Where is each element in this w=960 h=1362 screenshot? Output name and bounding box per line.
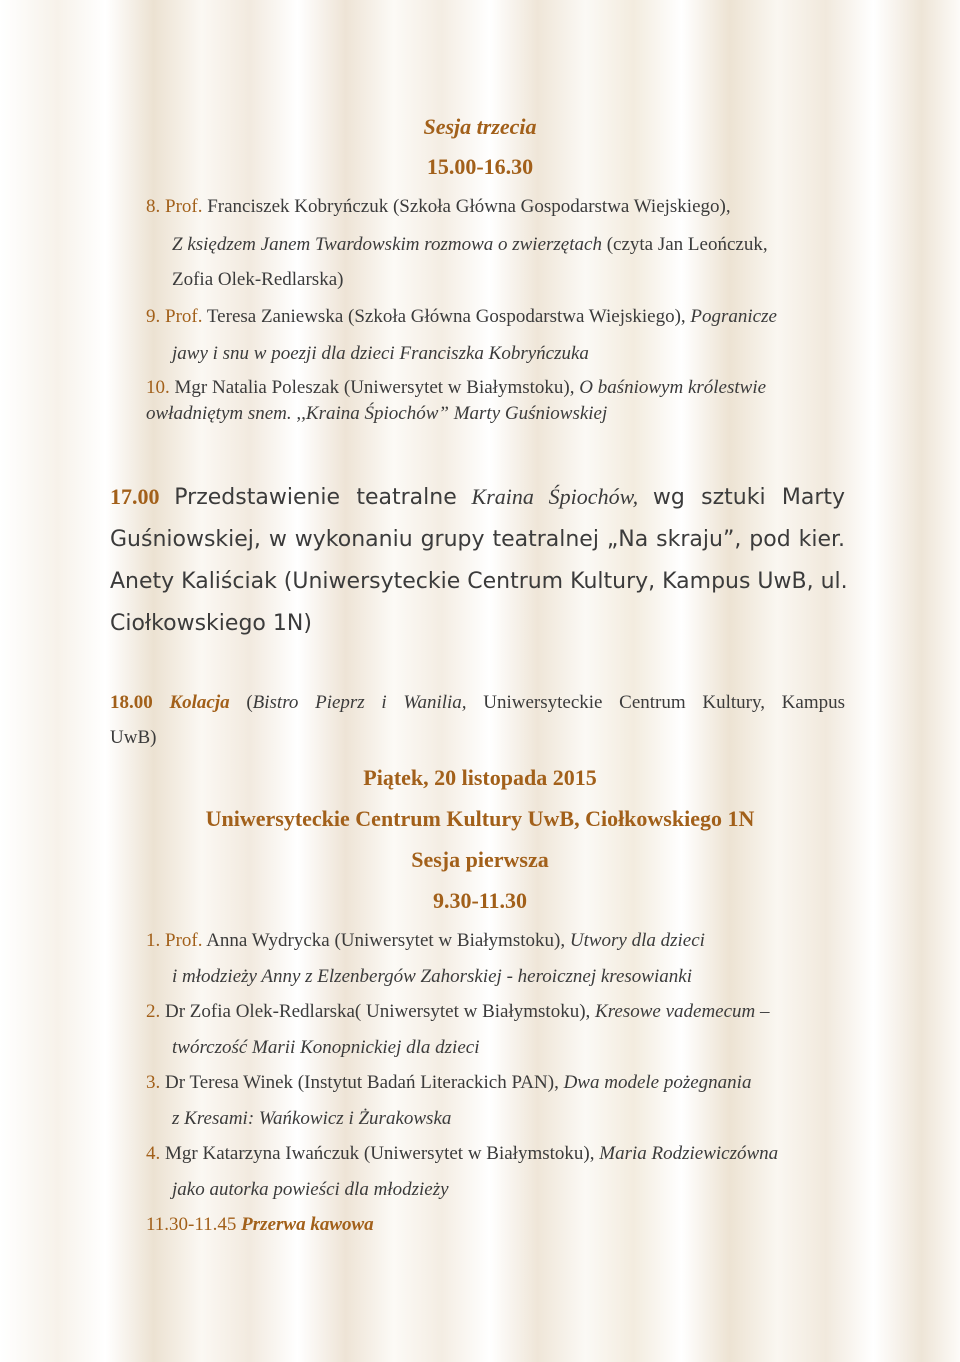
item-title-line2: jako autorka powieści dla młodzieży [172, 1179, 449, 1200]
item-author: Anna Wydrycka (Uniwersytet w Białymstoku), [206, 930, 566, 951]
item-title-line2: i młodzieży Anny z Elzenbergów Zahorskiej - heroicznej kresowianki [172, 966, 692, 987]
day-venue: Uniwersyteckie Centrum Kultury UwB, Ciołkowskiego 1N [205, 806, 755, 831]
item-prefix: Prof. [165, 306, 203, 327]
item-number: 9. [146, 306, 161, 327]
session1-title: Sesja pierwsza [411, 847, 549, 872]
list-item-line [172, 234, 768, 256]
item-prefix: Prof. [165, 196, 203, 217]
item-title: Pogranicze [690, 306, 777, 327]
break-time: 11.30-11.45 [146, 1214, 237, 1235]
item-author: Franciszek Kobryńczuk (Szkoła Główna Gospodarstwa Wiejskiego), [207, 196, 731, 217]
list-item [146, 377, 766, 399]
session3-time: 15.00-16.30 [426, 154, 534, 179]
item-title: Maria Rodziewiczówna [599, 1143, 779, 1164]
list-item [146, 306, 777, 328]
event-time: 17.00 [110, 484, 160, 509]
event-1700-line2: Guśniowskiej, w wykonaniu grupy teatralnej „Na skraju”, pod kier. [110, 527, 845, 552]
item-title: Utwory dla dzieci [569, 930, 705, 951]
item-title-line2: jawy i snu w poezji dla dzieci Franciszka Kobryńczuka [172, 343, 589, 364]
item-author: Dr Zofia Olek-Redlarska( Uniwersytet w Białymstoku), [165, 1001, 591, 1022]
event-1700 [110, 484, 845, 510]
item-author: Teresa Zaniewska (Szkoła Główna Gospodarstwa Wiejskiego), [206, 306, 686, 327]
list-item [146, 1143, 778, 1165]
item-title: Dwa modele pożegnania [563, 1072, 752, 1093]
item-title-line2: z Kresami: Wańkowicz i Żurakowska [172, 1108, 452, 1129]
item-author: Mgr Katarzyna Iwańczuk (Uniwersytet w Białymstoku), [165, 1143, 595, 1164]
event-1700-line3: Anety Kaliściak (Uniwersyteckie Centrum Kultury, Kampus UwB, ul. [110, 569, 848, 594]
item-author: Mgr Natalia Poleszak (Uniwersytet w Białymstoku), [174, 377, 575, 398]
event-title: Kraina Śpiochów, [471, 484, 639, 509]
item-title: O baśniowym królestwie [579, 377, 767, 398]
session1-time: 9.30-11.30 [432, 888, 528, 913]
list-item [146, 196, 731, 218]
list-item [146, 930, 705, 952]
break-label: Przerwa kawowa [241, 1214, 374, 1235]
item-title-line2: owładniętym snem. ,,Kraina Śpiochów” Marty Guśniowskiej [146, 403, 608, 424]
event-rest: Uniwersyteckie Centrum Kultury, Kampus [483, 692, 846, 713]
event-text: Przedstawienie teatralne [174, 485, 457, 510]
item-number: 8. [146, 196, 161, 217]
event-1800 [110, 692, 845, 714]
item-rest-line2: Zofia Olek-Redlarska) [172, 269, 344, 290]
event-venue: Bistro Pieprz i Wanilia, [252, 692, 467, 713]
event-1700-line4: Ciołkowskiego 1N) [110, 611, 312, 636]
item-prefix: Prof. [165, 930, 203, 951]
day-date: Piątek, 20 listopada 2015 [363, 765, 597, 790]
item-title-line2: twórczość Marii Konopnickiej dla dzieci [172, 1037, 480, 1058]
venue-open: ( [246, 692, 253, 713]
item-number: 4. [146, 1143, 161, 1164]
item-number: 1. [146, 930, 161, 951]
item-number: 10. [146, 377, 170, 398]
break [146, 1214, 374, 1236]
item-rest: (czyta Jan Leończuk, [606, 234, 768, 255]
event-1800-line2: UwB) [110, 727, 157, 748]
item-title: Kresowe vademecum – [595, 1001, 770, 1022]
event-time: 18.00 [110, 692, 153, 713]
item-number: 3. [146, 1072, 161, 1093]
session3-title: Sesja trzecia [423, 114, 537, 139]
event-name: Kolacja [169, 692, 230, 713]
list-item [146, 1001, 770, 1023]
event-text: wg sztuki Marty [652, 485, 846, 510]
item-author: Dr Teresa Winek (Instytut Badań Literackich PAN), [165, 1072, 559, 1093]
list-item [146, 1072, 751, 1094]
item-number: 2. [146, 1001, 161, 1022]
item-title: Z księdzem Janem Twardowskim rozmowa o zwierzętach [172, 234, 602, 255]
